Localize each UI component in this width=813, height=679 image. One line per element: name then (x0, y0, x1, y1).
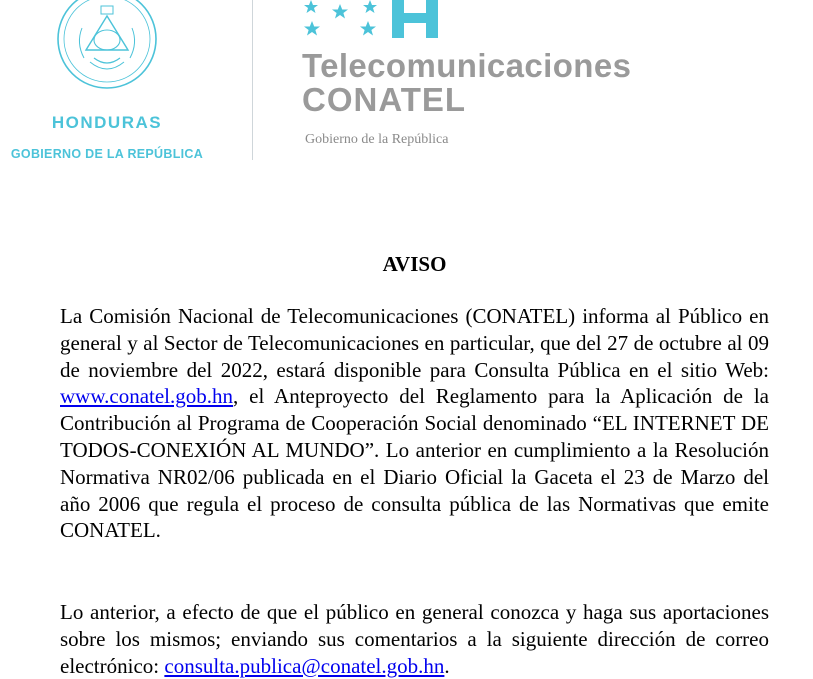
notice-paragraph-1 (60, 303, 769, 544)
notice-paragraph-2 (60, 599, 769, 679)
conatel-logo-line1: Telecomunicaciones (302, 47, 632, 84)
paragraph-1-text-end: , el Anteproyecto del Reglamento para la Aplicación de la Contribución al Programa de Cooperación Social denominado “EL INTERNET DE TODOS-CONEXIÓN AL MUNDO”. Lo anterior en cumplimiento a la Resolución Normativa NR02/06 publicada en el Diario Oficial la Gaceta el 23 de Marzo del año 2006 que regula el proceso de consulta pública de las Normativas que emite CONATEL. (60, 384, 769, 543)
letterhead (0, 0, 813, 170)
paragraph-1-text-start: La Comisión Nacional de Telecomunicaciones (CONATEL) informa al Público en general y al Sector de Telecomunicaciones en particular, que del 27 de octubre al 09 de noviembre del 2022, estará disponible para Consulta Pública en el sitio Web: (60, 304, 769, 382)
honduras-coat-of-arms-icon (56, 0, 158, 90)
logo-divider (252, 0, 253, 160)
website-link[interactable]: www.conatel.gob.hn (60, 384, 234, 409)
conatel-logo-subtitle: Gobierno de la República (305, 132, 449, 147)
paragraph-2-text-end: . (444, 653, 450, 678)
conatel-stars-h-icon (300, 0, 450, 44)
paragraph-2-text-start: Lo anterior, a efecto de que el público en general conozca y haga sus aportaciones sobre los mismos; enviando sus comentarios a la siguiente dirección de correo electrónico: (60, 600, 769, 678)
email-link[interactable]: consulta.publica@conatel.gob.hn (164, 653, 445, 678)
conatel-logo-line2: CONATEL (302, 81, 467, 118)
honduras-logo-subtitle: GOBIERNO DE LA REPÚBLICA (10, 147, 204, 161)
notice-title: AVISO (382, 252, 447, 276)
honduras-logo-name: HONDURAS (51, 113, 163, 132)
